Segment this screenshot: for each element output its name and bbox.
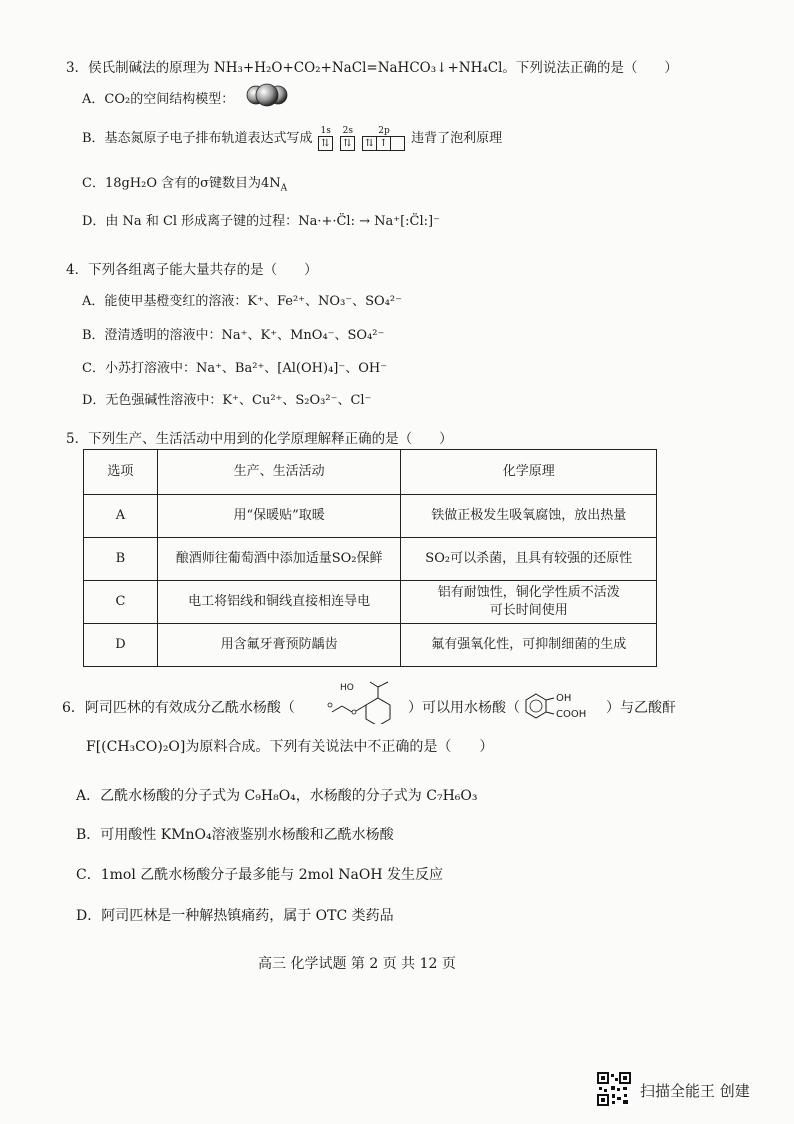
table-row — [84, 581, 657, 624]
q5-table — [83, 449, 657, 667]
table-cell: D — [84, 624, 158, 667]
table-cell: A — [84, 495, 158, 538]
orbital-1s — [319, 126, 333, 151]
orbital-box — [390, 136, 405, 151]
q6-option-a: A．乙酰水杨酸的分子式为 C₉H₈O₄，水杨酸的分子式为 C₇H₆O₃ — [76, 788, 478, 804]
structure-label-cooh: COOH — [556, 709, 587, 720]
q6-option-b: B．可用酸性 KMnO₄溶液鉴别水杨酸和乙酰水杨酸 — [76, 827, 394, 843]
q4-option-d: D．无色强碱性溶液中：K⁺、Cu²⁺、S₂O₃²⁻、Cl⁻ — [82, 393, 372, 408]
q6-stem-mid: ）可以用水杨酸（ — [408, 700, 520, 716]
table-header-row — [84, 450, 657, 495]
table-cell: 酿酒师往葡萄酒中添加适量SO₂保鲜 — [157, 538, 401, 581]
q3-stem: 3．侯氏制碱法的原理为 NH₃+H₂O+CO₂+NaCl=NaHCO₃↓+NH₄Cl。下列说法正确的是（ ） — [66, 60, 678, 76]
orbital-box: ⇅ — [318, 136, 333, 151]
q6-option-d: D．阿司匹林是一种解热镇痛药，属于 OTC 类药品 — [76, 908, 394, 924]
q3-option-a-text: A．CO₂的空间结构模型： — [82, 92, 235, 107]
q3-option-a — [82, 88, 234, 107]
structure-label-oh: OH — [556, 693, 572, 704]
table-row — [84, 624, 657, 667]
q3-option-b-post: 违背了泡利原理 — [411, 131, 503, 146]
q4-option-c: C．小苏打溶液中：Na⁺、Ba²⁺、[Al(OH)₄]⁻、OH⁻ — [82, 361, 388, 376]
q3-option-b-pre: B．基态氮原子电子排布轨道表达式写成 — [82, 131, 313, 146]
page-footer: 高三 化学试题 第 2 页 共 12 页 — [258, 956, 456, 972]
orbital-1s-label: 1s — [320, 126, 331, 136]
q3-option-d-pre: D．由 Na 和 Cl 形成离子键的过程： — [82, 214, 299, 229]
q6-stem-post: ）与乙酸酐 — [606, 700, 676, 716]
q3-option-d-equation: Na·+·C̈l: → Na⁺[:C̈l:]⁻ — [298, 214, 440, 229]
table-cell: C — [84, 581, 158, 624]
q6-option-c: C．1mol 乙酰水杨酸分子最多能与 2mol NaOH 发生反应 — [76, 867, 443, 883]
table-header-cell: 化学原理 — [401, 450, 657, 495]
q3-option-b — [82, 126, 502, 151]
orbital-2p — [363, 126, 405, 151]
orbital-2s — [341, 126, 355, 151]
table-cell: 用“保暖贴”取暖 — [157, 495, 401, 538]
q3-option-c — [82, 172, 288, 194]
q3-option-c-text: C．18gH₂O 含有的σ键数目为4N — [82, 176, 281, 191]
orbital-box: ⇅ — [340, 136, 355, 151]
scanner-watermark: 扫描全能王 创建 — [640, 1082, 750, 1100]
salicylic-acid-structure-icon — [522, 686, 602, 722]
q6-stem-line2: F[(CH₃CO)₂O]为原料合成。下列有关说法中不正确的是（ ） — [86, 739, 494, 755]
structure-label-ho: HO — [340, 683, 354, 693]
q4-option-a: A．能使甲基橙变红的溶液：K⁺、Fe²⁺、NO₃⁻、SO₄²⁻ — [82, 294, 402, 309]
q5-stem: 5．下列生产、生活活动中用到的化学原理解释正确的是（ ） — [66, 431, 453, 447]
table-row — [84, 538, 657, 581]
table-cell: 电工将铝线和铜线直接相连导电 — [157, 581, 401, 624]
table-cell: 用含氟牙膏预防龋齿 — [157, 624, 401, 667]
q6-stem-pre: 6．阿司匹林的有效成分乙酰水杨酸（ — [62, 700, 295, 716]
acetylsalicylic-acid-structure-icon — [318, 678, 400, 724]
co2-space-filling-model-icon — [246, 80, 288, 110]
q4-stem: 4．下列各组离子能大量共存的是（ ） — [66, 262, 318, 278]
orbital-box: ↑ — [376, 136, 391, 151]
q3-option-c-sub: A — [280, 183, 288, 194]
qr-code-icon — [597, 1072, 631, 1106]
table-cell: SO₂可以杀菌，且具有较强的还原性 — [401, 538, 657, 581]
orbital-2s-label: 2s — [342, 126, 354, 136]
orbital-2p-label: 2p — [378, 126, 390, 136]
table-cell: B — [84, 538, 158, 581]
orbital-box: ⇅ — [362, 136, 377, 151]
q3-option-d — [82, 210, 440, 229]
q4-option-b: B．澄清透明的溶液中：Na⁺、K⁺、MnO₄⁻、SO₄²⁻ — [82, 328, 385, 343]
table-cell: 氟有强氧化性，可抑制细菌的生成 — [401, 624, 657, 667]
table-header-cell: 选项 — [84, 450, 158, 495]
table-cell: 铁做正极发生吸氧腐蚀，放出热量 — [401, 495, 657, 538]
table-cell: 铝有耐蚀性，铜化学性质不活泼可长时间使用 — [401, 581, 657, 624]
table-row — [84, 495, 657, 538]
table-header-cell: 生产、生活活动 — [157, 450, 401, 495]
